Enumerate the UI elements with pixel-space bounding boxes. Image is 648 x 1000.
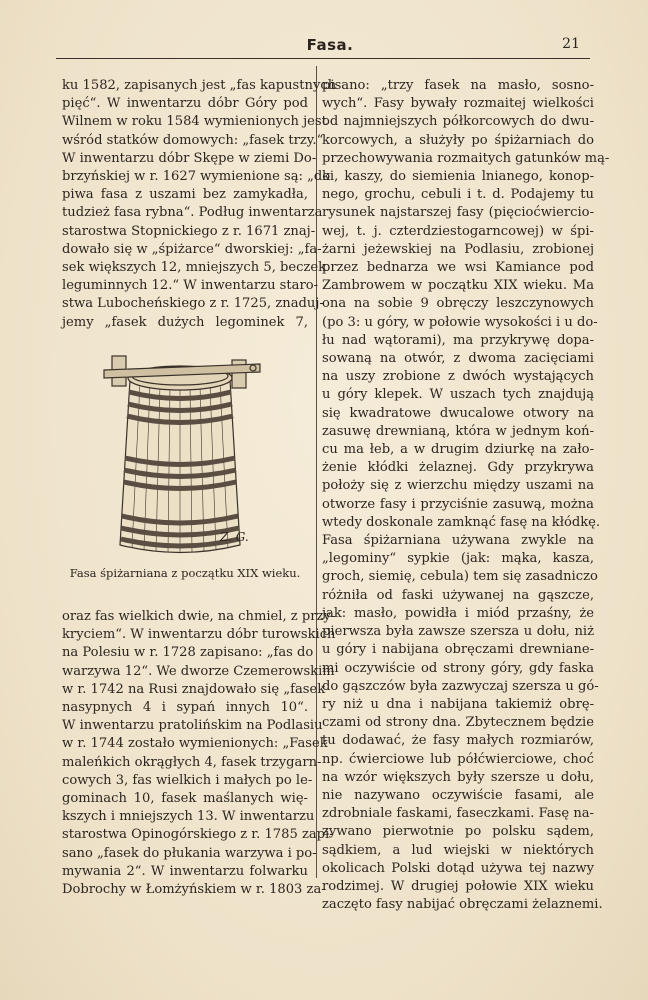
text-line: zdrobniale faskami, faseczkami. Fasę na-	[322, 806, 594, 822]
text-line: czami od strony dna. Zbytecznem będzie	[322, 715, 594, 731]
text-line: zaczęto fasy nabijać obręczami żelaznemi.	[322, 897, 603, 913]
text-line: „legominy“ sypkie (jak: mąka, kasza,	[322, 551, 594, 567]
text-line: wej, t. j. czterdziestogarncowej) w śpi-	[322, 223, 594, 239]
text-line: w r. 1742 na Rusi znajdowało się „fasek	[62, 681, 326, 697]
text-line: na Polesiu w r. 1728 zapisano: „fas do	[62, 645, 314, 661]
text-line: jak: masło, powidła i miód przaśny, że	[322, 605, 594, 621]
header-rule	[56, 58, 590, 59]
text-line: piwa fasa z uszami bez zamykadła,	[62, 187, 308, 203]
text-line: tudzież fasa rybna“. Podług inwentarza	[62, 205, 323, 221]
text-line: jemy „fasek dużych legominek 7,	[62, 314, 308, 330]
text-line: Fasa śpiżarniana używana zwykle na	[322, 533, 594, 549]
text-line: tu dodawać, że fasy małych rozmiarów,	[322, 733, 594, 749]
text-line: się kwadratowe dwucalowe otwory na	[322, 405, 594, 421]
text-line: przez bednarza we wsi Kamiance pod	[322, 260, 594, 276]
text-line: położy się z wierzchu między uszami na	[322, 478, 594, 494]
text-line: nasypnych 4 i sypań innych 10“.	[62, 700, 308, 716]
text-line: np. ćwierciowe lub półćwierciowe, choć	[322, 751, 594, 767]
text-line: żarni jeżewskiej na Podlasiu, zrobionej	[322, 241, 594, 257]
text-line: cu ma łeb, a w drugim dziurkę na zało-	[322, 442, 594, 458]
text-line: sądkiem, a lud wiejski w niektórych	[322, 842, 594, 858]
text-line: dowało się w „śpiżarce“ dworskiej: „fa-	[62, 241, 322, 257]
text-line: rysunek najstarszej fasy (pięcioćwiercio-	[322, 205, 594, 221]
text-line: kryciem“. W inwentarzu dóbr turowskich	[62, 627, 336, 643]
text-line: nego, grochu, cebuli i t. d. Podajemy tu	[322, 187, 594, 203]
text-line: zasuwę drewnianą, która w jednym koń-	[322, 423, 594, 439]
text-line: do gąszczów była zazwyczaj szersza u gó-	[322, 678, 599, 694]
barrel-illustration	[90, 350, 270, 555]
text-line: sowaną na otwór, z dwoma zacięciami	[322, 351, 594, 367]
text-line: okolicach Polski dotąd używa tej nazwy	[322, 860, 594, 876]
text-line: starostwa Stopnickiego z r. 1671 znaj-	[62, 223, 316, 239]
text-line: zywano pierwotnie po polsku sądem,	[322, 824, 594, 840]
text-line: ki, kaszy, do siemienia lnianego, konop-	[322, 169, 594, 185]
text-line: żenie kłódki żelaznej. Gdy przykrywa	[322, 460, 594, 476]
text-line: nie nazywano oczywiście fasami, ale	[322, 787, 594, 803]
text-line: różniła od faski używanej na gąszcze,	[322, 587, 594, 603]
text-line: Zambrowem w początku XIX wieku. Ma	[322, 278, 594, 294]
text-line: W inwentarzu dóbr Skępe w ziemi Do-	[62, 150, 317, 166]
figure-caption: Fasa śpiżarniana z początku XIX wieku.	[69, 566, 301, 580]
text-line: od najmniejszych półkorcowych do dwu-	[322, 114, 594, 130]
text-line: (po 3: u góry, w połowie wysokości i u do-	[322, 314, 598, 330]
text-line: maleńkich okrągłych 4, fasek trzygarn-	[62, 754, 322, 770]
text-line: stwa Lubocheńskiego z r. 1725, znaduj-	[62, 296, 324, 312]
text-line: u góry klepek. W uszach tych znajdują	[322, 387, 594, 403]
text-line: oraz fas wielkich dwie, na chmiel, z przy-	[62, 609, 336, 624]
text-line: otworze fasy i przyciśnie zasuwą, można	[322, 496, 594, 512]
text-line: groch, siemię, cebula) tem się zasadniczo	[322, 569, 598, 585]
text-line: gominach 10, fasek maślanych wię-	[62, 791, 308, 807]
text-line: na wzór większych były szersze u dołu,	[322, 769, 594, 785]
illustrator-signature: Z. G.	[220, 530, 249, 544]
text-line: kszych i mniejszych 13. W inwentarzu	[62, 809, 315, 825]
text-line: pierwsza była zawsze szersza u dołu, niż	[322, 624, 594, 640]
text-line: Wilnem w roku 1584 wymienionych jest	[62, 114, 327, 130]
text-line: leguminnych 12.“ W inwentarzu staro-	[62, 278, 319, 294]
text-line: wtedy doskonale zamknąć fasę na kłódkę.	[322, 514, 601, 530]
page-number: 21	[562, 36, 580, 52]
text-line: przechowywania rozmaitych gatunków mą-	[322, 150, 610, 166]
text-line: ku 1582, zapisanych jest „fas kapustnych	[62, 78, 337, 93]
text-line: cowych 3, fas wielkich i małych po le-	[62, 772, 313, 788]
text-line: W inwentarzu pratolińskim na Podlasiu	[62, 718, 323, 734]
text-line: sek większych 12, mniejszych 5, beczek	[62, 260, 327, 276]
text-line: mywania 2“. W inwentarzu folwarku	[62, 863, 308, 879]
text-line: w r. 1744 zostało wymienionych: „Fasek	[62, 736, 328, 752]
text-line: pięć“. W inwentarzu dóbr Góry pod	[62, 96, 308, 112]
text-line: ona na sobie 9 obręczy leszczynowych	[322, 296, 594, 312]
text-line: brzyńskiej w r. 1627 wymienione są: „do	[62, 169, 331, 185]
left-column-top-text	[62, 77, 337, 332]
text-line: pisano: „trzy fasek na masło, sosno-	[322, 78, 594, 93]
text-line: łu nad wątorami), ma przykrywę dopa-	[322, 332, 594, 348]
text-line: sano „fasek do płukania warzywa i po-	[62, 845, 317, 861]
page-header-title: Fasa.	[306, 36, 354, 54]
right-column-text	[322, 77, 610, 914]
left-column-bottom-text	[62, 608, 336, 899]
text-line: mi oczywiście od strony góry, gdy faska	[322, 660, 594, 676]
text-line: wych“. Fasy bywały rozmaitej wielkości	[322, 96, 594, 112]
text-line: u góry i nabijana obręczami drewniane-	[322, 642, 594, 658]
text-line: Dobrochy w Łomżyńskiem w r. 1803 za-	[62, 882, 326, 898]
text-line: rodzimej. W drugiej połowie XIX wieku	[322, 878, 594, 894]
text-line: ry niż u dna i nabijana takiemiż obrę-	[322, 696, 594, 712]
text-line: wśród statków domowych: „fasek trzy.“	[62, 132, 324, 148]
text-line: na uszy zrobione z dwóch wystających	[322, 369, 594, 385]
text-line: warzywa 12“. We dworze Czemerowskim	[62, 663, 335, 679]
running-header	[70, 36, 590, 62]
text-line: korcowych, a służyły po śpiżarniach do	[322, 132, 594, 148]
text-line: starostwa Opinogórskiego z r. 1785 zapi-	[62, 827, 334, 843]
